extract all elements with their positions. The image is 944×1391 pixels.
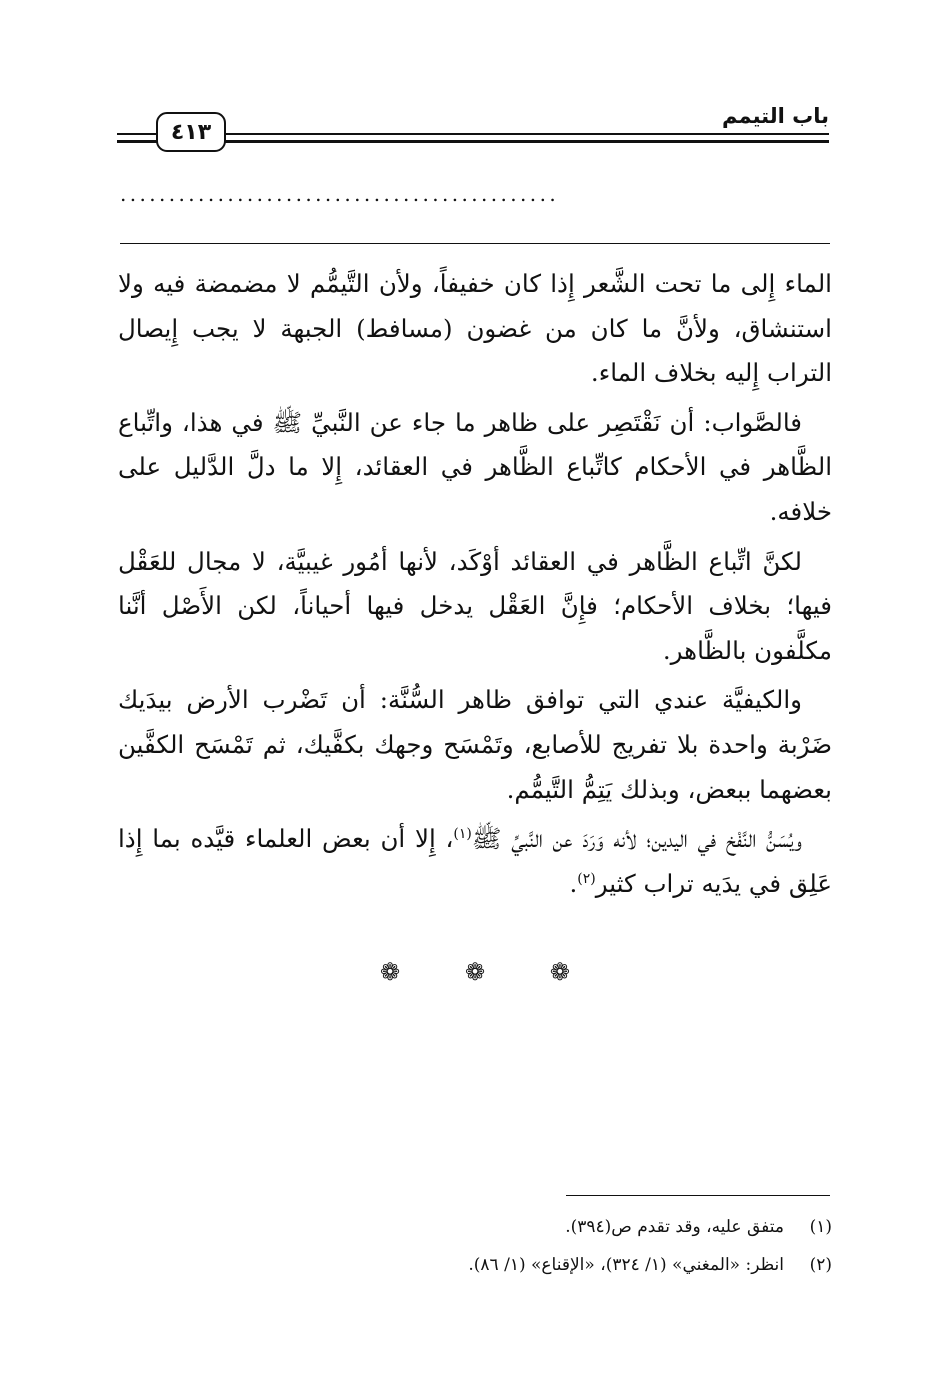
page-number: ٤١٣ xyxy=(170,119,212,145)
paragraph-5-part1: ويُسَنُّ النَّفْخ في اليدين؛ لأنه وَرَدَ عن النَّبيِّ ﷺ xyxy=(471,824,802,854)
section-ornament xyxy=(380,960,570,984)
paragraph-5 xyxy=(118,817,832,906)
flower-ornament-icon: ❁ xyxy=(380,958,401,986)
paragraph-4: والكيفيَّة عندي التي توافق ظاهر السُّنَّة: أن تَضْرب الأرض بيدَيك ضَرْبة واحدة بلا تفريج للأصابع، وتَمْسَح وجهك بكفَّيك، ثم تَمْسَح الكفَّين بعضهما ببعض، وبذلك يَتِمُّ التَّيمُّم. xyxy=(118,685,832,804)
footnote-1 xyxy=(118,1208,832,1246)
flower-ornament-icon: ❁ xyxy=(549,958,570,986)
body-text xyxy=(118,262,832,911)
paragraph-1: الماء إِلى ما تحت الشَّعر إِذا كان خفيفاً، ولأن التَّيمُّم لا مضمضة فيه ولا استنشاق، ولأنَّ ما كان من غضون (مسافط) الجبهة لا يجب إِيصال التراب إِليه بخلاف الماء. xyxy=(118,269,832,388)
flower-ornament-icon: ❁ xyxy=(464,958,486,986)
chapter-title: باب التيمم xyxy=(722,104,829,128)
paragraph-5-part2: ، إِلا أن بعض العلماء قيَّده بما إِذا عَلِق في يدَيه تراب كثير xyxy=(118,824,832,898)
footnote-rule xyxy=(566,1195,830,1196)
paragraph-2: فالصَّواب: أن نَقْتَصِر على ظاهر ما جاء عن النَّبيِّ ﷺ في هذا، واتِّباع الظَّاهر في الأحكام كاتِّباع الظَّاهر في العقائد، إِلا ما دلَّ الدَّليل على خلافه. xyxy=(118,407,832,526)
text-top-rule xyxy=(120,243,830,244)
footnote-number: (١) xyxy=(809,1217,832,1237)
footnote-ref-1: (١) xyxy=(453,825,472,842)
footnote-text: انظر: «المغني» (١/ ٣٢٤)، «الإقناع» (١/ ٨٦). xyxy=(468,1255,784,1275)
footnote-2 xyxy=(118,1246,832,1284)
footnote-text: متفق عليه، وقد تقدم ص(٣٩٤). xyxy=(565,1217,784,1237)
page-number-box xyxy=(156,112,226,152)
footnote-number: (٢) xyxy=(809,1255,832,1275)
paragraph-3: لكنَّ اتِّباع الظَّاهر في العقائد أوْكَد، لأنها أمُور غيبيَّة، لا مجال للعَقْل فيها؛ بخلاف الأحكام؛ فإِنَّ العَقْل يدخل فيها أحياناً، لكن الأَصْل أنَّنا مكلَّفون بالظَّاهر. xyxy=(118,546,832,665)
omission-dots: ............................................. xyxy=(120,182,560,206)
footnote-ref-2: (٢) xyxy=(577,870,596,887)
footnotes xyxy=(118,1208,832,1284)
paragraph-5-part3: . xyxy=(569,868,578,898)
